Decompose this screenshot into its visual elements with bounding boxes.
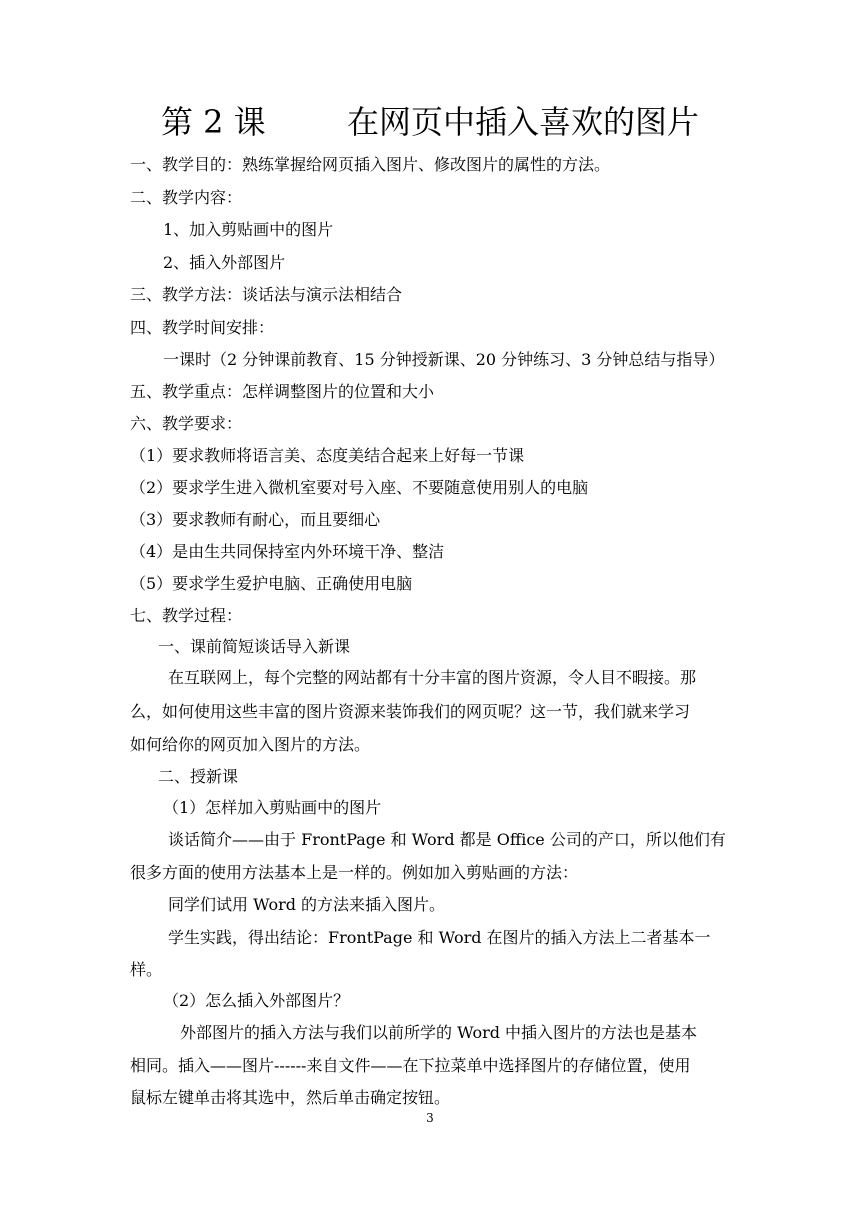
page-number: 3: [426, 1111, 434, 1125]
paragraph-line: 么，如何使用这些丰富的图片资源来装饰我们的网页呢？这一节，我们就来学习: [130, 702, 691, 721]
schedule-detail: 一课时（2 分钟课前教育、15 分钟授新课、20 分钟练习、3 分钟总结与指导）: [163, 350, 725, 369]
page-title: 第 2 课 在网页中插入喜欢的图片: [160, 103, 700, 141]
focus-line: 五、教学重点：怎样调整图片的位置和大小: [130, 382, 435, 401]
paragraph-line: 样。: [130, 960, 163, 979]
paragraph-line: 学生实践，得出结论：FrontPage 和 Word 在图片的插入方法上二者基本一: [168, 928, 711, 947]
paragraph-line: 谈话简介——由于 FrontPage 和 Word 都是 Office 公司的产口，所以他们有: [168, 830, 726, 849]
requirement-1: （1）要求教师将语言美、态度美结合起来上好每一节课: [130, 446, 525, 465]
process-heading: 七、教学过程：: [130, 606, 243, 625]
paragraph-line: 相同。插入——图片------来自文件——在下拉菜单中选择图片的存储位置，使用: [130, 1056, 691, 1075]
process-step-2: 二、授新课: [158, 767, 239, 786]
content-item-2: 2、插入外部图片: [163, 253, 286, 272]
schedule-heading: 四、教学时间安排：: [130, 318, 275, 337]
content-item-1: 1、加入剪贴画中的图片: [163, 220, 334, 239]
paragraph-line: 很多方面的使用方法基本上是一样的。例如加入剪贴画的方法：: [130, 863, 579, 882]
requirement-4: （4）是由生共同保持室内外环境干净、整洁: [130, 542, 445, 561]
paragraph-line: 在互联网上，每个完整的网站都有十分丰富的图片资源，令人目不暇接。那: [168, 668, 697, 687]
paragraph-line: 如何给你的网页加入图片的方法。: [130, 735, 371, 754]
requirements-heading: 六、教学要求：: [130, 414, 243, 433]
content-heading: 二、教学内容：: [130, 188, 243, 207]
subsection-clipart: （1）怎样加入剪贴画中的图片: [163, 798, 382, 817]
process-step-1: 一、课前简短谈话导入新课: [158, 637, 351, 656]
objective-line: 一、教学目的：熟练掌握给网页插入图片、修改图片的属性的方法。: [130, 155, 611, 174]
requirement-5: （5）要求学生爱护电脑、正确使用电脑: [130, 574, 413, 593]
paragraph-line: 同学们试用 Word 的方法来插入图片。: [168, 895, 446, 914]
paragraph-line: 鼠标左键单击将其选中，然后单击确定按钮。: [130, 1088, 451, 1107]
requirement-3: （3）要求教师有耐心，而且要细心: [130, 510, 381, 529]
paragraph-line: 外部图片的插入方法与我们以前所学的 Word 中插入图片的方法也是基本: [180, 1023, 698, 1042]
requirement-2: （2）要求学生进入微机室要对号入座、不要随意使用别人的电脑: [130, 478, 589, 497]
subsection-external: （2）怎么插入外部图片？: [163, 991, 350, 1010]
method-line: 三、教学方法：谈话法与演示法相结合: [130, 285, 403, 304]
